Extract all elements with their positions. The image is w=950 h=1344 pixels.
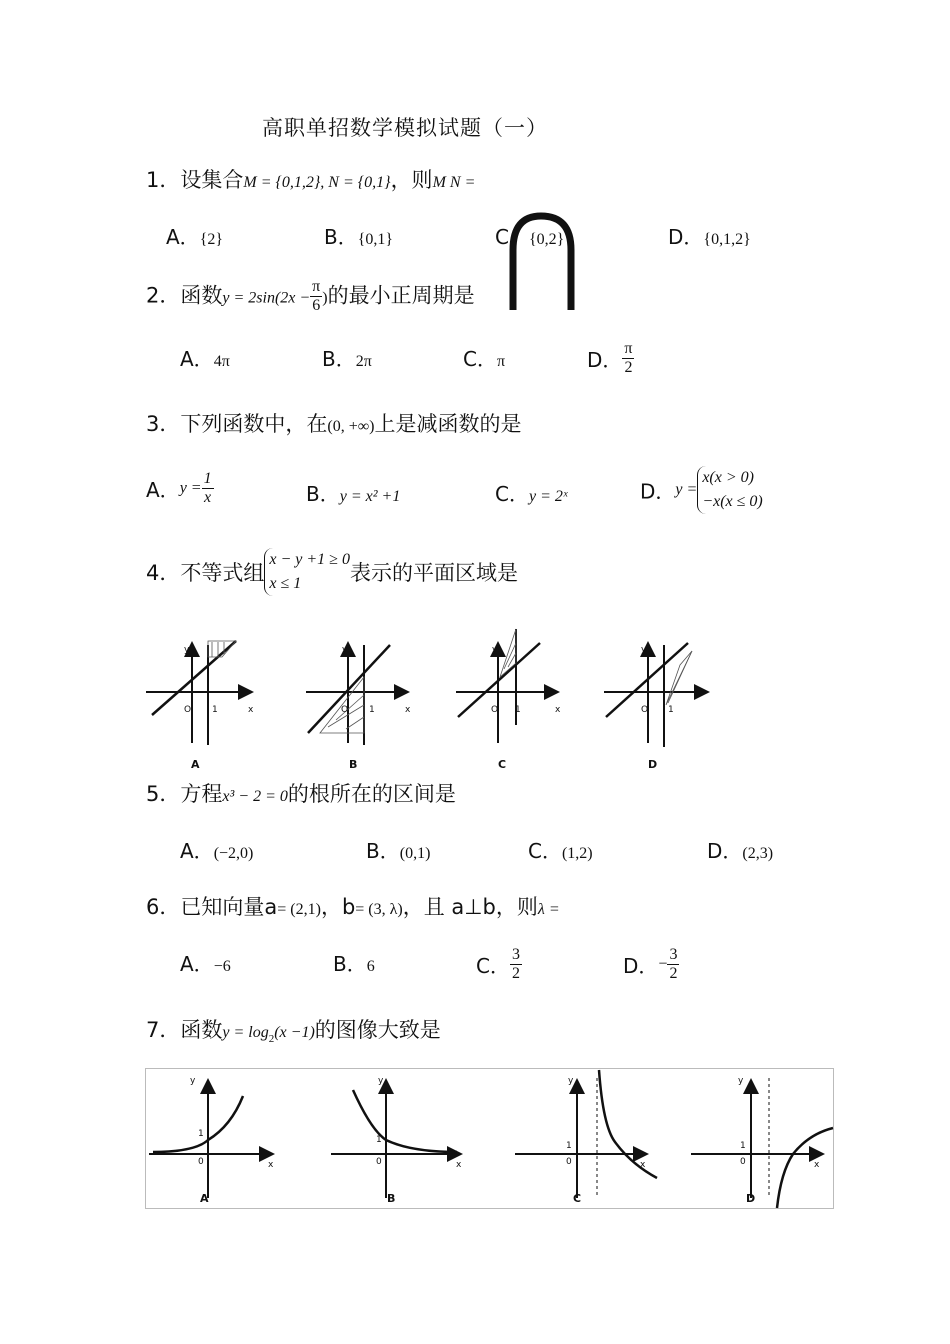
q1-option-d: D．{0,1,2} bbox=[668, 225, 751, 249]
q1-option-a: A．{2} bbox=[166, 225, 224, 249]
question-4: 4．不等式组 x − y +1 ≥ 0 x ≤ 1 表示的平面区域是 bbox=[146, 548, 518, 596]
q5-option-d: D．(2,3) bbox=[707, 839, 774, 863]
q5-option-b: B．(0,1) bbox=[366, 839, 431, 863]
q2-option-b: B．2π bbox=[322, 347, 372, 371]
q3-option-d: D．y = x(x > 0) −x(x ≤ 0) bbox=[640, 466, 763, 514]
q2-option-a: A．4π bbox=[180, 347, 230, 371]
q7-b-one: 1 bbox=[376, 1135, 382, 1145]
page-title: 高职单招数学模拟试题（一） bbox=[262, 116, 548, 140]
q2-option-c: C．π bbox=[463, 347, 506, 371]
q4-choice-a: A bbox=[191, 758, 200, 771]
q4-graph-d bbox=[604, 643, 706, 747]
q7-b-x-label: x bbox=[456, 1160, 462, 1170]
q1-option-b: B．{0,1} bbox=[324, 225, 394, 249]
q6-option-a: A．−6 bbox=[180, 952, 231, 976]
q4-d-one: 1 bbox=[668, 705, 674, 715]
q4-a-x-label: x bbox=[248, 705, 254, 715]
q7-a-x-label: x bbox=[268, 1160, 274, 1170]
q7-c-origin: 0 bbox=[566, 1157, 572, 1167]
q1-stem: 1．设集合 bbox=[146, 168, 244, 192]
q4-choice-b: B bbox=[349, 758, 358, 771]
question-2: 2．函数y = 2sin(2x − $\frac{\pi}{6}$ )的最小正周期是 bbox=[146, 278, 475, 314]
q1-option-c: C．{0,2} bbox=[495, 225, 565, 249]
q7-choice-a: A bbox=[200, 1192, 209, 1205]
q4-b-origin: O bbox=[341, 705, 349, 715]
q6-option-d: D．− $\frac{3}{2}$ bbox=[623, 946, 678, 982]
q4-choice-d: D bbox=[648, 758, 658, 771]
q2-option-d: D． $\frac{\pi}{2}$ bbox=[587, 340, 633, 376]
q4-system: x − y +1 ≥ 0 x ≤ 1 bbox=[264, 548, 350, 596]
q4-graph-b bbox=[306, 645, 406, 745]
q4-a-y-label: y bbox=[184, 645, 190, 655]
q7-graph-a bbox=[149, 1082, 274, 1198]
q4-d-origin: O bbox=[641, 705, 649, 715]
q6-option-c: C． $\frac{3}{2}$ bbox=[476, 946, 520, 982]
q7-c-y-label: y bbox=[568, 1076, 574, 1086]
q1-mid: ，则 bbox=[390, 168, 433, 192]
q7-d-x-label: x bbox=[814, 1160, 820, 1170]
q7-graph-b bbox=[331, 1082, 462, 1198]
q3-option-c: C．y = 2ˣ bbox=[495, 482, 568, 506]
q5-option-a: A．(−2,0) bbox=[180, 839, 254, 863]
q7-graph-d bbox=[691, 1078, 833, 1208]
q4-a-one: 1 bbox=[212, 705, 218, 715]
q2-tail: 的最小正周期是 bbox=[327, 283, 475, 308]
q4-c-x-label: x bbox=[555, 705, 561, 715]
q6-option-b: B．6 bbox=[333, 952, 375, 976]
question-1 bbox=[146, 164, 475, 194]
q1-math: M = {0,1,2}, N = {0,1} bbox=[243, 174, 391, 191]
q7-d-origin: 0 bbox=[740, 1157, 746, 1167]
q2-fraction: $\frac{\pi}{6}$ bbox=[312, 278, 321, 314]
q4-graph-c bbox=[456, 629, 556, 743]
q1-tail: M N = bbox=[432, 174, 476, 191]
q4-graphs bbox=[140, 625, 720, 775]
q7-graph-c bbox=[515, 1070, 657, 1198]
q7-choice-c: C bbox=[573, 1192, 582, 1205]
q7-d-one: 1 bbox=[740, 1141, 746, 1151]
question-7: 7．函数$y = \log_2(x -1)$的图像大致是 bbox=[146, 1018, 441, 1046]
stray-arch-mark bbox=[505, 210, 581, 314]
q7-a-y-label: y bbox=[190, 1076, 196, 1086]
q4-a-origin: O bbox=[184, 705, 192, 715]
q4-c-y-label: y bbox=[492, 645, 498, 655]
q7-c-x-label: x bbox=[640, 1160, 646, 1170]
q7-a-one: 1 bbox=[198, 1129, 204, 1139]
q4-d-y-label: y bbox=[641, 645, 647, 655]
q7-choice-d: D bbox=[746, 1192, 756, 1205]
q2-stem: 2．函数 bbox=[146, 283, 223, 308]
q7-b-origin: 0 bbox=[376, 1157, 382, 1167]
q4-b-one: 1 bbox=[369, 705, 375, 715]
q7-c-one: 1 bbox=[566, 1141, 572, 1151]
q7-graphs bbox=[145, 1068, 835, 1212]
q4-graph-a bbox=[146, 641, 250, 745]
q3-option-b: B．y = x² +1 bbox=[306, 482, 401, 506]
q7-b-y-label: y bbox=[378, 1076, 384, 1086]
q4-choice-c: C bbox=[498, 758, 507, 771]
q4-c-origin: O bbox=[491, 705, 499, 715]
q7-a-origin: 0 bbox=[198, 1157, 204, 1167]
q4-b-y-label: y bbox=[342, 645, 348, 655]
q5-option-c: C．(1,2) bbox=[528, 839, 593, 863]
q7-choice-b: B bbox=[387, 1192, 396, 1205]
question-5: 5．方程x³ − 2 = 0的根所在的区间是 bbox=[146, 782, 456, 806]
question-3: 3．下列函数中，在(0, +∞)上是减函数的是 bbox=[146, 412, 522, 436]
q4-c-one: 1 bbox=[515, 705, 521, 715]
q4-b-x-label: x bbox=[405, 705, 411, 715]
question-6: 6．已知向量a= (2,1)，b= (3, λ)，且 a⊥b，则λ = bbox=[146, 895, 560, 919]
q3-option-a: A．y = $\frac{1}{x}$ bbox=[146, 470, 212, 506]
q7-d-y-label: y bbox=[738, 1076, 744, 1086]
